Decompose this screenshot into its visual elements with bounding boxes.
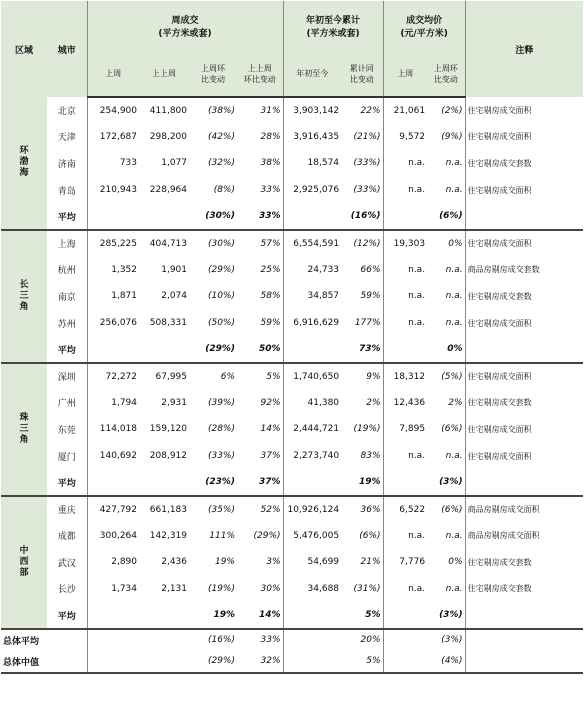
avg-price: 7,895 — [399, 424, 426, 435]
last-week-volume: 1,871 — [87, 283, 139, 310]
note-cell: 商品房剔房成交套数 — [467, 265, 540, 275]
ytd-volume: 2,444,721 — [293, 424, 340, 435]
ytd-yoy-change: 22% — [341, 97, 383, 124]
total-label: 总体平均 — [1, 629, 87, 651]
price-wow-change: n.a. — [427, 310, 465, 337]
city-cell: 厦门 — [57, 452, 76, 463]
note-cell: 住宅剔房成交套数 — [467, 584, 532, 594]
region-label — [1, 97, 47, 230]
sub-ytd-yoy: 累计同 比变动 — [341, 51, 383, 97]
empty-cell — [139, 336, 189, 363]
header-note: 注释 — [465, 1, 583, 97]
sub-ytd-value: 年初至今 — [283, 51, 341, 97]
empty-cell — [383, 651, 427, 673]
prev-wow-change: 14% — [237, 416, 283, 443]
ytd-yoy-change: 83% — [341, 443, 383, 470]
week-before-volume: 661,183 — [149, 504, 187, 515]
city-cell: 武汉 — [57, 558, 76, 569]
ytd-yoy-change: (6%) — [341, 523, 383, 550]
last-week-volume: 72,272 — [87, 363, 139, 390]
week-before-volume: 404,713 — [149, 238, 187, 249]
last-week-volume: 427,792 — [87, 496, 139, 523]
city-cell: 长沙 — [57, 585, 76, 596]
header-ytd — [283, 1, 383, 51]
ytd-volume: 34,857 — [307, 291, 340, 302]
avg-price: 21,061 — [393, 105, 426, 116]
empty-cell — [87, 336, 139, 363]
empty-cell — [139, 629, 189, 651]
price-wow-change: 0% — [427, 549, 465, 576]
ytd-volume: 2,273,740 — [293, 451, 340, 462]
empty-cell — [383, 203, 427, 230]
empty-cell — [283, 602, 341, 629]
empty-cell — [139, 203, 189, 230]
prev-wow-change: (29%) — [237, 523, 283, 550]
note-cell: 住宅剔房成交面积 — [467, 424, 532, 434]
empty-cell — [139, 651, 189, 673]
week-before-volume: 1,077 — [161, 158, 187, 169]
table-row — [1, 363, 583, 390]
price-wow-change: n.a. — [427, 177, 465, 204]
empty-cell — [87, 469, 139, 496]
total-wow-change: (29%) — [189, 651, 237, 673]
avg-price: n.a. — [408, 158, 426, 169]
table-row — [1, 523, 583, 550]
ytd-yoy-change: 9% — [341, 363, 383, 390]
avg-price: 19,303 — [393, 238, 426, 249]
empty-cell — [283, 203, 341, 230]
week-before-volume: 228,964 — [149, 185, 187, 196]
avg-wow-change: (30%) — [189, 203, 237, 230]
region-label — [1, 230, 47, 363]
sub-last-week: 上周 — [87, 51, 139, 97]
wow-change: (42%) — [207, 131, 235, 142]
wow-change: (8%) — [213, 185, 235, 196]
ytd-yoy-change: (21%) — [341, 124, 383, 151]
ytd-yoy-change: 66% — [341, 257, 383, 284]
prev-wow-change: 30% — [237, 576, 283, 603]
note-cell: 住宅剔房成交套数 — [467, 158, 532, 168]
price-wow-change: 2% — [427, 390, 465, 417]
note-cell: 住宅剔房成交面积 — [467, 132, 532, 142]
ytd-volume: 5,476,005 — [293, 530, 340, 541]
avg-wow-change: 19% — [189, 602, 237, 629]
avg-ytd-yoy-change: 73% — [341, 336, 383, 363]
region-name: 长三角 — [19, 279, 29, 312]
avg-price-title: 成交均价 — [406, 16, 443, 26]
avg-price: 7,776 — [399, 557, 426, 568]
price-wow-change: (6%) — [427, 496, 465, 523]
empty-cell — [87, 602, 139, 629]
empty-cell — [87, 651, 139, 673]
empty-cell — [87, 629, 139, 651]
ytd-volume: 3,916,435 — [293, 131, 340, 142]
last-week-volume: 140,692 — [87, 443, 139, 470]
avg-price: n.a. — [408, 583, 426, 594]
price-wow-change: n.a. — [427, 523, 465, 550]
empty-cell — [283, 651, 341, 673]
weekly-volume-unit: (平方米或套) — [158, 29, 212, 39]
city-cell: 青岛 — [57, 186, 76, 197]
ytd-volume: 1,740,650 — [293, 371, 340, 382]
empty-cell — [383, 629, 427, 651]
city-cell: 东莞 — [57, 425, 76, 436]
header-city: 城市 — [47, 1, 87, 97]
city-cell: 重庆 — [57, 506, 76, 517]
region-name: 中西部 — [19, 545, 29, 578]
wow-change: (33%) — [207, 451, 235, 462]
average-label: 平均 — [47, 203, 87, 230]
note-cell: 住宅剔房成交面积 — [467, 105, 532, 115]
avg-price: 12,436 — [393, 397, 426, 408]
table-row — [1, 496, 583, 523]
ytd-volume: 6,554,591 — [293, 238, 340, 249]
prev-wow-change: 52% — [237, 496, 283, 523]
average-row — [1, 336, 583, 363]
note-cell: 住宅剔房成交套数 — [467, 557, 532, 567]
last-week-volume: 172,687 — [87, 124, 139, 151]
price-wow-change: n.a. — [427, 150, 465, 177]
table-row — [1, 97, 583, 124]
average-label: 平均 — [47, 469, 87, 496]
note-cell: 住宅剔房成交面积 — [467, 451, 532, 461]
table-row — [1, 310, 583, 337]
note-cell: 住宅剔房成交面积 — [467, 318, 532, 328]
ytd-yoy-change: (19%) — [341, 416, 383, 443]
weekly-volume-title: 周成交 — [171, 16, 199, 26]
sub-prev-wow: 上上周 环比变动 — [237, 51, 283, 97]
ytd-yoy-change: (12%) — [341, 230, 383, 257]
prev-wow-change: 59% — [237, 310, 283, 337]
week-before-volume: 208,912 — [149, 451, 187, 462]
wow-change: (38%) — [207, 105, 235, 116]
wow-change: 19% — [214, 557, 235, 568]
price-wow-change: (2%) — [427, 97, 465, 124]
avg-wow-change: (29%) — [189, 336, 237, 363]
avg-ytd-yoy-change: (16%) — [341, 203, 383, 230]
prev-wow-change: 92% — [237, 390, 283, 417]
empty-cell — [465, 336, 583, 363]
prev-wow-change: 37% — [237, 443, 283, 470]
ytd-volume: 18,574 — [307, 158, 340, 169]
prev-wow-change: 28% — [237, 124, 283, 151]
note-cell: 住宅剔房成交套数 — [467, 291, 532, 301]
week-before-volume: 2,436 — [161, 557, 187, 568]
ytd-title: 年初至今累计 — [306, 16, 361, 26]
wow-change: 6% — [220, 371, 235, 382]
note-cell: 住宅剔房成交套数 — [467, 398, 532, 408]
avg-ytd-yoy-change: 5% — [341, 602, 383, 629]
table-row — [1, 177, 583, 204]
avg-price-wow-change: 0% — [427, 336, 465, 363]
last-week-volume: 2,890 — [87, 549, 139, 576]
price-wow-change: 0% — [427, 230, 465, 257]
city-cell: 广州 — [57, 399, 76, 410]
city-cell: 北京 — [57, 106, 76, 117]
week-before-volume: 298,200 — [149, 131, 187, 142]
sub-wow-change: 上周环 比变动 — [189, 51, 237, 97]
empty-cell — [465, 469, 583, 496]
ytd-yoy-change: (31%) — [341, 576, 383, 603]
average-row — [1, 602, 583, 629]
empty-cell — [465, 602, 583, 629]
sub-price-wow: 上周环 比变动 — [427, 51, 465, 97]
empty-cell — [283, 469, 341, 496]
wow-change: 111% — [209, 530, 235, 541]
avg-prev-wow-change: 50% — [237, 336, 283, 363]
city-cell: 天津 — [57, 133, 76, 144]
table-row — [1, 390, 583, 417]
price-wow-change: n.a. — [427, 576, 465, 603]
table-row — [1, 150, 583, 177]
price-wow-change: (9%) — [427, 124, 465, 151]
week-before-volume: 67,995 — [155, 371, 187, 382]
city-cell: 苏州 — [57, 319, 76, 330]
week-before-volume: 2,074 — [161, 291, 187, 302]
table-row — [1, 257, 583, 284]
avg-prev-wow-change: 37% — [237, 469, 283, 496]
week-before-volume: 142,319 — [149, 530, 187, 541]
note-cell: 住宅剔房成交面积 — [467, 239, 532, 249]
avg-price: n.a. — [408, 451, 426, 462]
total-wow-change: (16%) — [189, 629, 237, 651]
city-cell: 成都 — [57, 532, 76, 543]
prev-wow-change: 33% — [237, 177, 283, 204]
empty-cell — [383, 336, 427, 363]
empty-cell — [383, 602, 427, 629]
ytd-yoy-change: 36% — [341, 496, 383, 523]
week-before-volume: 411,800 — [149, 105, 187, 116]
last-week-volume: 256,076 — [87, 310, 139, 337]
avg-price-unit: (元/平方米) — [400, 29, 448, 39]
last-week-volume: 210,943 — [87, 177, 139, 204]
ytd-yoy-change: (33%) — [341, 150, 383, 177]
ytd-yoy-change: 59% — [341, 283, 383, 310]
note-cell: 商品房剔房成交面积 — [467, 531, 540, 541]
header-avg-price — [383, 1, 465, 51]
average-label: 平均 — [47, 602, 87, 629]
empty-cell — [87, 203, 139, 230]
ytd-yoy-change: 2% — [341, 390, 383, 417]
ytd-unit: (平方米或套) — [306, 29, 360, 39]
avg-price: n.a. — [408, 185, 426, 196]
average-label: 平均 — [47, 336, 87, 363]
table-row — [1, 416, 583, 443]
prev-wow-change: 57% — [237, 230, 283, 257]
prev-wow-change: 31% — [237, 97, 283, 124]
ytd-yoy-change: 21% — [341, 549, 383, 576]
note-cell: 住宅剔房成交面积 — [467, 185, 532, 195]
wow-change: (39%) — [207, 397, 235, 408]
ytd-volume: 6,916,629 — [293, 318, 340, 329]
week-before-volume: 2,131 — [161, 583, 187, 594]
empty-cell — [465, 203, 583, 230]
prev-wow-change: 38% — [237, 150, 283, 177]
wow-change: (50%) — [207, 318, 235, 329]
prev-wow-change: 25% — [237, 257, 283, 284]
avg-price: 6,522 — [399, 504, 426, 515]
price-wow-change: n.a. — [427, 443, 465, 470]
price-wow-change: n.a. — [427, 283, 465, 310]
week-before-volume: 159,120 — [149, 424, 187, 435]
total-ytd-yoy-change: 5% — [341, 651, 383, 673]
avg-price-wow-change: (6%) — [427, 203, 465, 230]
table-row — [1, 576, 583, 603]
total-ytd-yoy-change: 20% — [341, 629, 383, 651]
wow-change: (19%) — [207, 583, 235, 594]
average-row — [1, 469, 583, 496]
empty-cell — [139, 469, 189, 496]
ytd-yoy-change: 177% — [341, 310, 383, 337]
table-row — [1, 549, 583, 576]
empty-cell — [283, 629, 341, 651]
note-cell: 商品房剔房成交面积 — [467, 505, 540, 515]
avg-price: 9,572 — [399, 131, 426, 142]
week-before-volume: 2,931 — [161, 397, 187, 408]
last-week-volume: 254,900 — [87, 97, 139, 124]
avg-price: n.a. — [408, 264, 426, 275]
price-wow-change: n.a. — [427, 257, 465, 284]
avg-price: n.a. — [408, 530, 426, 541]
wow-change: (10%) — [207, 291, 235, 302]
table-row — [1, 283, 583, 310]
avg-price: n.a. — [408, 318, 426, 329]
empty-cell — [283, 336, 341, 363]
week-before-volume: 1,901 — [161, 264, 187, 275]
city-cell: 上海 — [57, 240, 76, 251]
ytd-volume: 41,380 — [307, 397, 340, 408]
prev-wow-change: 5% — [237, 363, 283, 390]
ytd-volume: 10,926,124 — [287, 504, 340, 515]
table-body — [1, 97, 583, 673]
empty-cell — [465, 651, 583, 673]
prev-wow-change: 58% — [237, 283, 283, 310]
week-before-volume: 508,331 — [149, 318, 187, 329]
avg-wow-change: (23%) — [189, 469, 237, 496]
empty-cell — [383, 469, 427, 496]
avg-ytd-yoy-change: 19% — [341, 469, 383, 496]
avg-price: n.a. — [408, 291, 426, 302]
ytd-volume: 54,699 — [307, 557, 340, 568]
last-week-volume: 733 — [87, 150, 139, 177]
sub-price-last-week: 上周 — [383, 51, 427, 97]
price-wow-change: (5%) — [427, 363, 465, 390]
ytd-volume: 24,733 — [307, 264, 340, 275]
prev-wow-change: 3% — [237, 549, 283, 576]
last-week-volume: 1,734 — [87, 576, 139, 603]
city-cell: 深圳 — [57, 373, 76, 384]
last-week-volume: 285,225 — [87, 230, 139, 257]
sub-week-before: 上上周 — [139, 51, 189, 97]
housing-transactions-table — [1, 1, 583, 674]
city-cell: 南京 — [57, 292, 76, 303]
city-cell: 杭州 — [57, 266, 76, 277]
last-week-volume: 1,352 — [87, 257, 139, 284]
average-row — [1, 203, 583, 230]
region-name: 珠三角 — [19, 412, 29, 445]
price-wow-change: (6%) — [427, 416, 465, 443]
last-week-volume: 114,018 — [87, 416, 139, 443]
empty-cell — [465, 629, 583, 651]
table-row — [1, 443, 583, 470]
avg-price-wow-change: (3%) — [427, 469, 465, 496]
wow-change: (35%) — [207, 504, 235, 515]
total-price-wow-change: (3%) — [427, 629, 465, 651]
avg-prev-wow-change: 33% — [237, 203, 283, 230]
empty-cell — [139, 602, 189, 629]
ytd-yoy-change: (33%) — [341, 177, 383, 204]
header-weekly-volume — [87, 1, 283, 51]
table-row — [1, 124, 583, 151]
total-prev-wow-change: 33% — [237, 629, 283, 651]
note-cell: 住宅剔房成交面积 — [467, 372, 532, 382]
last-week-volume: 1,794 — [87, 390, 139, 417]
avg-price: 18,312 — [393, 371, 426, 382]
wow-change: (30%) — [207, 238, 235, 249]
table-row — [1, 230, 583, 257]
total-price-wow-change: (4%) — [427, 651, 465, 673]
total-prev-wow-change: 32% — [237, 651, 283, 673]
ytd-volume: 34,688 — [307, 583, 340, 594]
wow-change: (28%) — [207, 424, 235, 435]
avg-price-wow-change: (3%) — [427, 602, 465, 629]
ytd-volume: 3,903,142 — [293, 105, 340, 116]
region-name: 环渤海 — [19, 146, 29, 179]
region-label — [1, 496, 47, 629]
ytd-volume: 2,925,076 — [293, 185, 340, 196]
last-week-volume: 300,264 — [87, 523, 139, 550]
wow-change: (32%) — [207, 158, 235, 169]
total-row — [1, 651, 583, 673]
wow-change: (29%) — [207, 264, 235, 275]
city-cell: 济南 — [57, 159, 76, 170]
total-label: 总体中值 — [1, 651, 87, 673]
header-region: 区域 — [1, 1, 47, 97]
avg-prev-wow-change: 14% — [237, 602, 283, 629]
region-label — [1, 363, 47, 496]
total-row — [1, 629, 583, 651]
